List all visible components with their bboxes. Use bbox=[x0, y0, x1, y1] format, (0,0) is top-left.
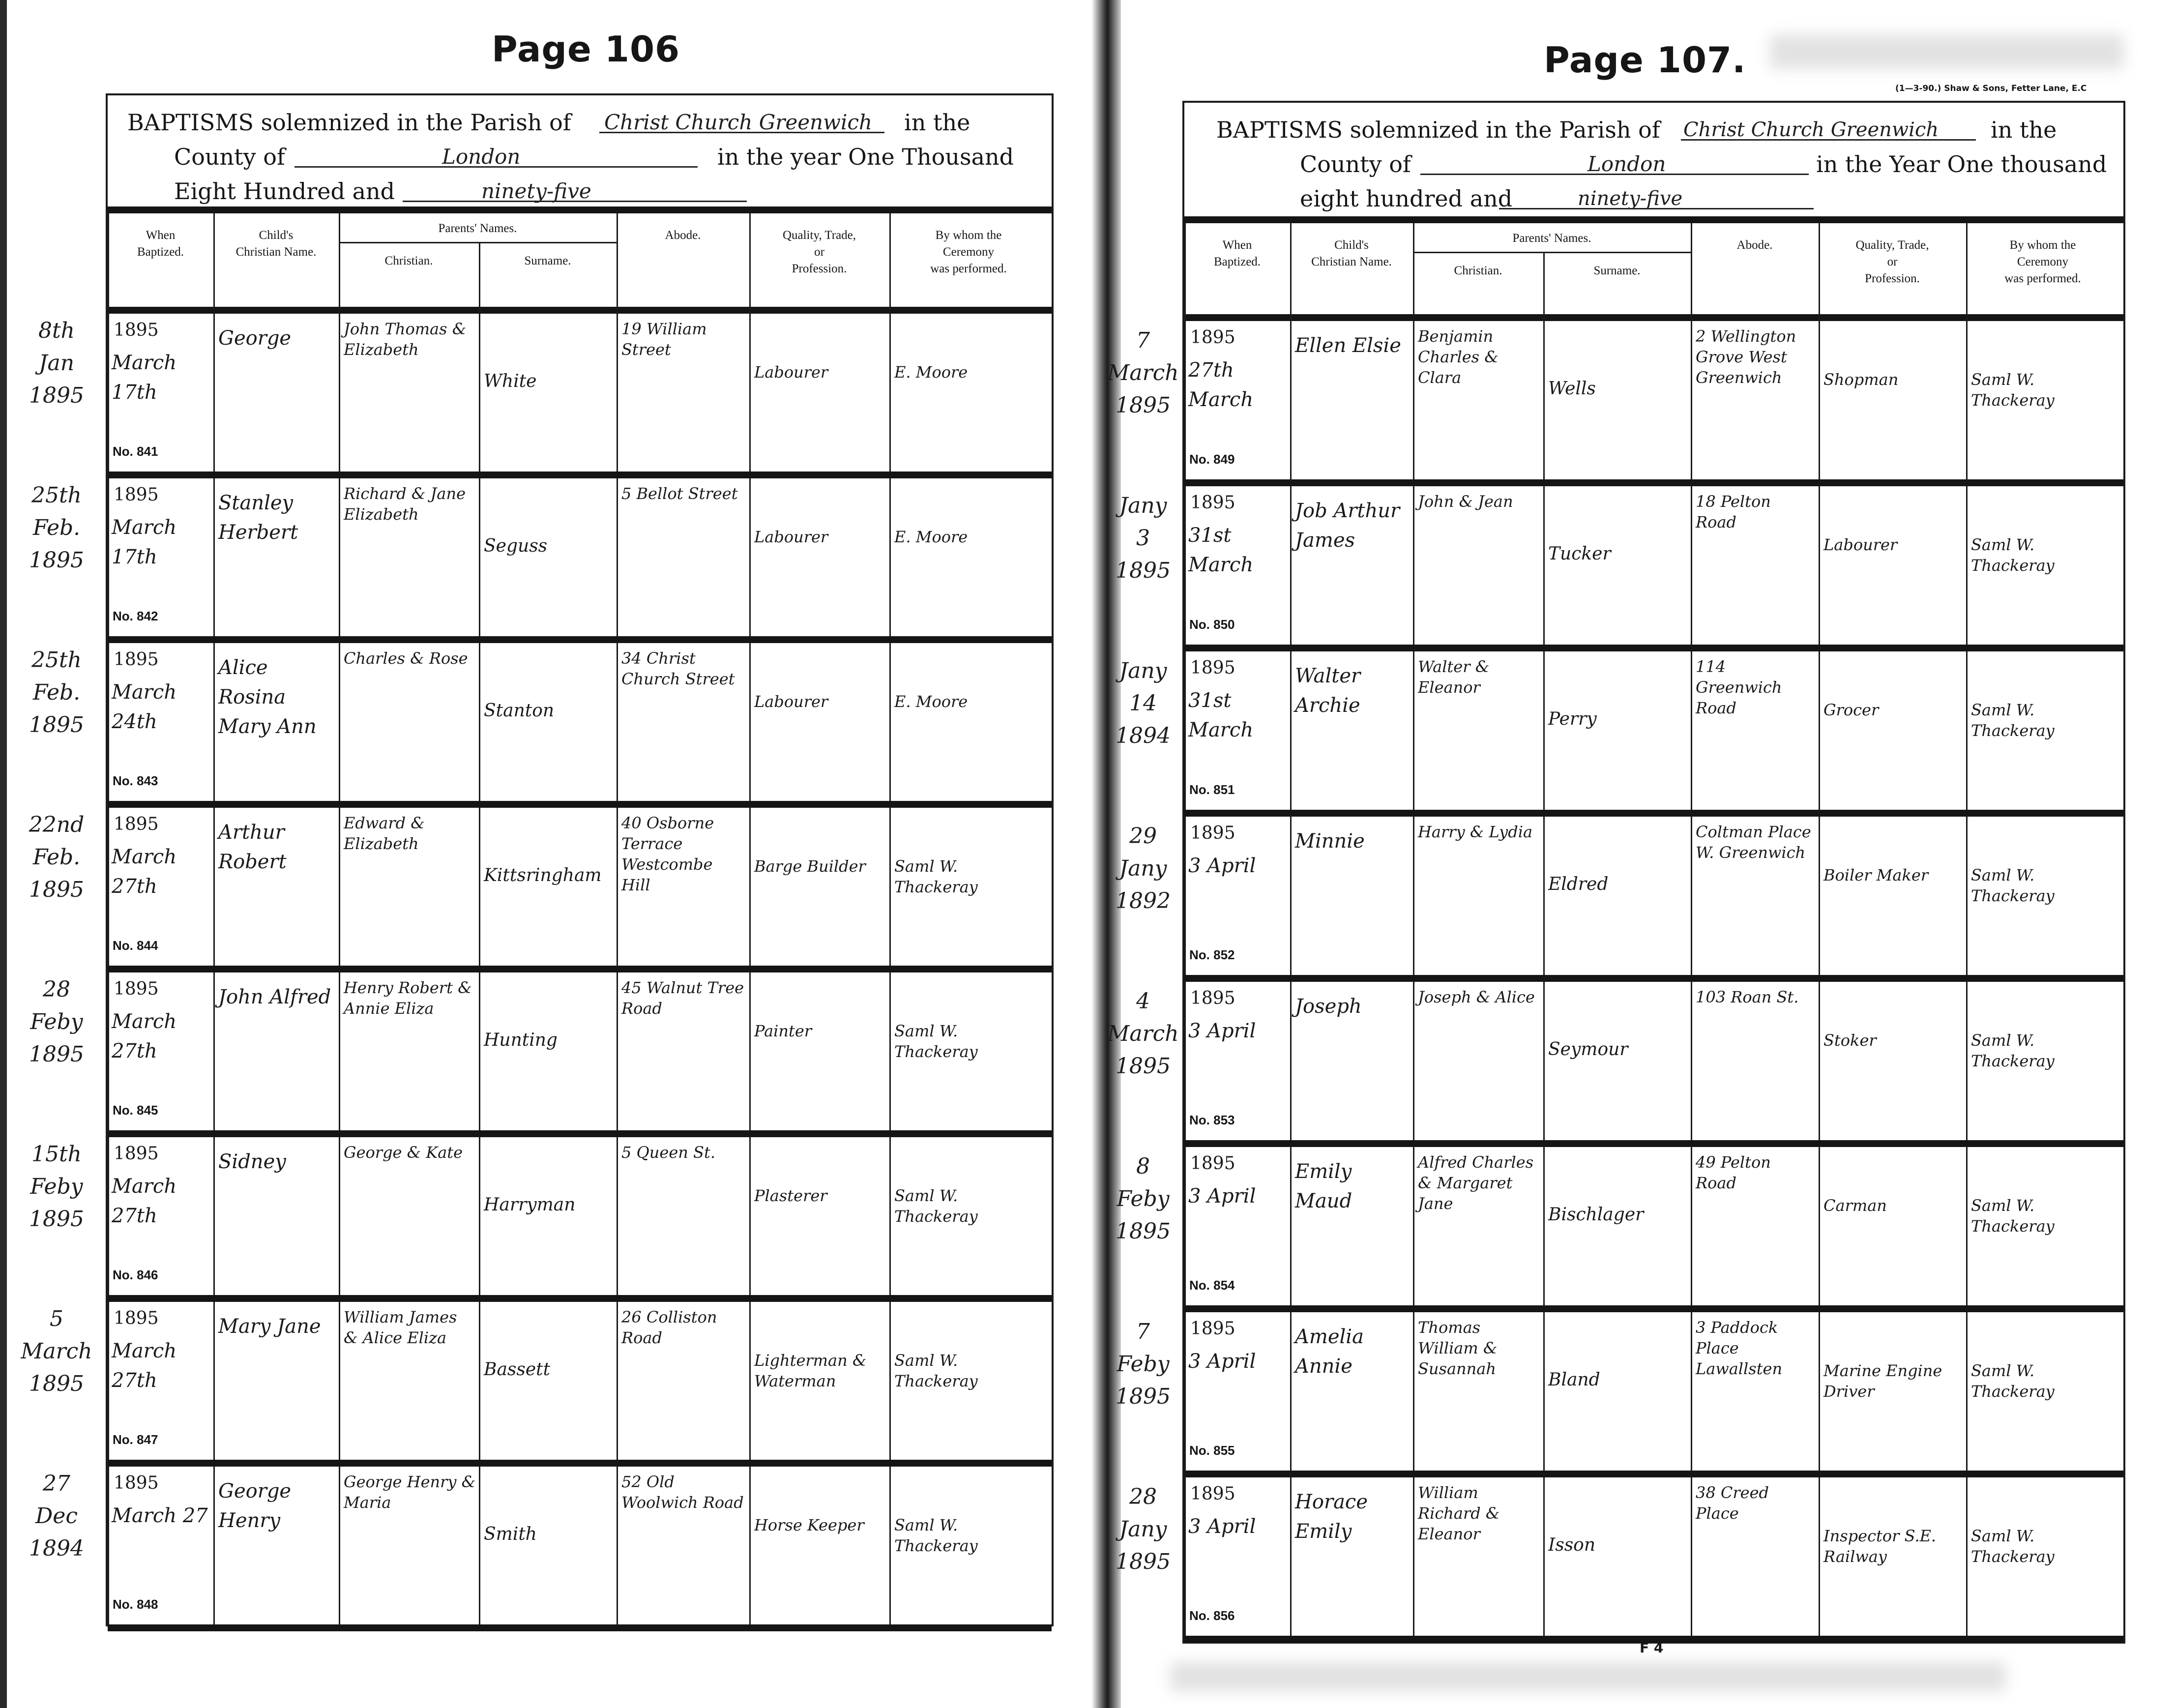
surname: Bischlager bbox=[1548, 1205, 1644, 1225]
year-words: ninety-five bbox=[481, 179, 591, 203]
table-row bbox=[1184, 486, 2119, 645]
surname: Isson bbox=[1548, 1535, 1596, 1555]
column-header-when: When Baptized. bbox=[1213, 238, 1261, 268]
header-text: in the bbox=[1991, 117, 2057, 143]
surname: Wells bbox=[1548, 379, 1596, 399]
table-row bbox=[108, 643, 1048, 801]
table-row bbox=[1184, 982, 2119, 1140]
entry-number: No. 847 bbox=[113, 1432, 158, 1447]
baptism-date: March 27 bbox=[112, 1504, 208, 1527]
table-row bbox=[1184, 1477, 2119, 1636]
trade: Lighterman & Waterman bbox=[754, 1351, 867, 1390]
baptism-year: 1895 bbox=[1190, 327, 1235, 348]
column-header-quality: Quality, Trade, or Profession. bbox=[782, 229, 856, 275]
register-page-left bbox=[106, 93, 1054, 1626]
surname: Hunting bbox=[484, 1030, 558, 1050]
baptism-year: 1895 bbox=[1190, 988, 1235, 1008]
parents-christian-names: Charles & Rose bbox=[344, 649, 468, 668]
margin-birth-date: Jany 14 1894 bbox=[1116, 658, 1171, 748]
trade: Boiler Maker bbox=[1823, 866, 1929, 884]
abode: 38 Creed Place bbox=[1696, 1483, 1769, 1523]
parents-christian-names: Thomas William & Susannah bbox=[1418, 1318, 1498, 1378]
abode: 26 Colliston Road bbox=[621, 1308, 717, 1347]
header-rule bbox=[1184, 314, 2123, 321]
baptism-year: 1895 bbox=[1190, 1319, 1235, 1339]
officiant: Saml W. Thackeray bbox=[1971, 1196, 2055, 1236]
table-row bbox=[1184, 321, 2119, 479]
row-rule bbox=[1184, 810, 2123, 817]
child-name: Walter Archie bbox=[1295, 665, 1361, 717]
abode: 52 Old Woolwich Road bbox=[621, 1472, 744, 1512]
table-row bbox=[108, 314, 1048, 471]
table-row bbox=[108, 808, 1048, 966]
officiant: Saml W. Thackeray bbox=[894, 856, 978, 896]
column-header-parents: Parents' Names. bbox=[438, 222, 517, 235]
column-header-by-whom: By whom the Ceremony was performed. bbox=[2004, 238, 2081, 285]
row-rule bbox=[108, 471, 1052, 478]
abode: 49 Pelton Road bbox=[1696, 1153, 1771, 1192]
child-name: Horace Emily bbox=[1295, 1491, 1368, 1543]
surname: Bassett bbox=[484, 1359, 551, 1380]
baptism-date: 31st March bbox=[1188, 689, 1254, 741]
parents-christian-names: Edward & Elizabeth bbox=[344, 814, 425, 853]
baptism-date: March 17th bbox=[112, 516, 177, 568]
abode: 5 Bellot Street bbox=[621, 484, 738, 503]
county-name: London bbox=[442, 145, 521, 169]
parents-christian-names: Richard & Jane Elizabeth bbox=[344, 484, 466, 524]
officiant: Saml W. Thackeray bbox=[894, 1021, 978, 1061]
parents-christian-names: William Richard & Eleanor bbox=[1418, 1483, 1500, 1543]
table-row bbox=[108, 478, 1048, 636]
trade: Grocer bbox=[1823, 701, 1879, 719]
child-name: Stanley Herbert bbox=[218, 492, 298, 544]
surname: Perry bbox=[1548, 709, 1597, 729]
parents-christian-names: Alfred Charles & Margaret Jane bbox=[1418, 1153, 1534, 1213]
officiant: Saml W. Thackeray bbox=[1971, 1527, 2055, 1566]
baptism-year: 1895 bbox=[1190, 823, 1235, 843]
header-rule bbox=[1184, 216, 2123, 223]
baptism-year: 1895 bbox=[1190, 658, 1235, 678]
table-row bbox=[108, 1302, 1048, 1460]
officiant: E. Moore bbox=[894, 692, 968, 711]
parents-christian-names: Joseph & Alice bbox=[1418, 988, 1535, 1006]
trade: Labourer bbox=[754, 692, 828, 711]
baptism-year: 1895 bbox=[1190, 1153, 1235, 1174]
margin-birth-date: 4 March 1895 bbox=[1107, 989, 1179, 1079]
margin-birth-date: 27 Dec 1894 bbox=[29, 1471, 84, 1561]
abode: Coltman Place W. Greenwich bbox=[1696, 823, 1811, 862]
baptism-date: 3 April bbox=[1188, 1350, 1256, 1373]
table-row bbox=[108, 1137, 1048, 1295]
officiant: Saml W. Thackeray bbox=[894, 1351, 978, 1390]
entry-number: No. 855 bbox=[1189, 1443, 1235, 1458]
column-rule bbox=[1413, 252, 1691, 253]
margin-birth-date: 5 March 1895 bbox=[21, 1306, 92, 1396]
column-header-abode: Abode. bbox=[665, 229, 701, 242]
officiant: Saml W. Thackeray bbox=[894, 1186, 978, 1226]
baptism-year: 1895 bbox=[114, 1144, 159, 1164]
baptism-date: March 17th bbox=[112, 352, 177, 404]
margin-birth-date: 25th Feb. 1895 bbox=[29, 483, 84, 573]
table-row bbox=[1184, 817, 2119, 975]
row-rule bbox=[1184, 645, 2123, 651]
child-name: Joseph bbox=[1295, 995, 1362, 1018]
abode: 19 William Street bbox=[621, 320, 707, 359]
margin-birth-date: 15th Feby 1895 bbox=[29, 1142, 84, 1232]
child-name: Ellen Elsie bbox=[1295, 334, 1401, 357]
entry-number: No. 841 bbox=[113, 444, 158, 459]
entry-number: No. 844 bbox=[113, 938, 158, 953]
entry-number: No. 843 bbox=[113, 773, 158, 788]
page-heading-left: Page 106 bbox=[492, 29, 680, 70]
column-header-when: When Baptized. bbox=[137, 229, 184, 259]
baptism-date: March 24th bbox=[112, 681, 177, 733]
trade: Labourer bbox=[754, 362, 828, 382]
printer-imprint: (1—3-90.) Shaw & Sons, Fetter Lane, E.C bbox=[1895, 84, 2087, 93]
child-name: George Henry bbox=[218, 1480, 292, 1532]
signature-mark: F 4 bbox=[1640, 1640, 1664, 1656]
row-rule bbox=[1184, 479, 2123, 486]
abode: 34 Christ Church Street bbox=[621, 649, 735, 688]
entry-number: No. 854 bbox=[1189, 1278, 1235, 1293]
abode: 103 Roan St. bbox=[1696, 988, 1799, 1006]
surname: White bbox=[484, 371, 537, 391]
abode: 3 Paddock Place Lawallsten bbox=[1696, 1318, 1783, 1378]
officiant: Saml W. Thackeray bbox=[1971, 701, 2055, 740]
officiant: Saml W. Thackeray bbox=[1971, 535, 2055, 575]
header-text: BAPTISMS solemnized in the Parish of bbox=[127, 109, 571, 136]
baptism-year: 1895 bbox=[114, 814, 159, 834]
table-row bbox=[1184, 1147, 2119, 1305]
baptism-date: 31st March bbox=[1188, 524, 1254, 576]
trade: Inspector S.E. Railway bbox=[1823, 1527, 1937, 1566]
row-rule bbox=[1184, 1471, 2123, 1477]
parents-christian-names: Walter & Eleanor bbox=[1418, 657, 1490, 697]
parents-christian-names: Henry Robert & Annie Eliza bbox=[344, 978, 472, 1018]
trade: Shopman bbox=[1823, 370, 1899, 389]
baptism-date: 27th March bbox=[1188, 359, 1254, 411]
child-name: Mary Jane bbox=[218, 1315, 321, 1338]
margin-birth-date: 7 March 1895 bbox=[1107, 328, 1179, 418]
entry-number: No. 842 bbox=[113, 609, 158, 623]
row-rule bbox=[108, 801, 1052, 808]
header-text: in the bbox=[904, 109, 970, 136]
surname: Stanton bbox=[484, 700, 555, 721]
officiant: E. Moore bbox=[894, 527, 968, 546]
surname: Seymour bbox=[1548, 1039, 1628, 1060]
baptism-date: 3 April bbox=[1188, 854, 1256, 877]
table-row bbox=[1184, 651, 2119, 810]
abode: 45 Walnut Tree Road bbox=[621, 978, 744, 1018]
margin-birth-date: 28 Jany 1895 bbox=[1116, 1484, 1171, 1574]
abode: 2 Wellington Grove West Greenwich bbox=[1696, 327, 1796, 387]
baptism-year: 1895 bbox=[114, 1473, 159, 1493]
abode: 40 Osborne Terrace Westcombe Hill bbox=[621, 814, 714, 894]
surname: Eldred bbox=[1548, 874, 1609, 894]
scan-smudge bbox=[1770, 34, 2124, 69]
scan-edge bbox=[0, 0, 7, 1708]
officiant: Saml W. Thackeray bbox=[1971, 1361, 2055, 1401]
trade: Marine Engine Driver bbox=[1823, 1361, 1942, 1401]
column-header-child: Child's Christian Name. bbox=[1311, 238, 1392, 268]
baptism-date: March 27th bbox=[112, 1010, 177, 1062]
parish-name: Christ Church Greenwich bbox=[604, 110, 873, 134]
abode: 114 Greenwich Road bbox=[1696, 657, 1782, 717]
margin-birth-date: 8 Feby 1895 bbox=[1116, 1154, 1171, 1244]
column-header-christian: Christian. bbox=[384, 254, 433, 267]
trade: Labourer bbox=[1823, 535, 1898, 554]
baptism-year: 1895 bbox=[114, 320, 159, 340]
row-rule bbox=[1184, 1140, 2123, 1147]
row-rule bbox=[1184, 1305, 2123, 1312]
baptism-year: 1895 bbox=[1190, 1484, 1235, 1504]
baptism-year: 1895 bbox=[1190, 493, 1235, 513]
surname: Bland bbox=[1548, 1370, 1600, 1390]
row-rule bbox=[108, 1130, 1052, 1137]
margin-birth-date: 25th Feb. 1895 bbox=[29, 648, 84, 737]
trade: Barge Builder bbox=[754, 856, 866, 876]
column-header-child: Child's Christian Name. bbox=[235, 229, 317, 259]
table-row bbox=[108, 972, 1048, 1130]
column-header-abode: Abode. bbox=[1736, 238, 1773, 252]
column-header-christian: Christian. bbox=[1454, 264, 1502, 277]
surname: Harryman bbox=[484, 1194, 576, 1215]
entry-number: No. 853 bbox=[1189, 1113, 1235, 1127]
column-rule bbox=[339, 242, 617, 243]
header-text: County of bbox=[174, 144, 285, 170]
surname: Tucker bbox=[1548, 544, 1611, 564]
surname: Kittsringham bbox=[484, 865, 602, 885]
parents-christian-names: Harry & Lydia bbox=[1418, 823, 1533, 841]
header-text: BAPTISMS solemnized in the Parish of bbox=[1216, 117, 1660, 143]
parents-christian-names: John Thomas & Elizabeth bbox=[344, 320, 467, 359]
margin-birth-date: 28 Feby 1895 bbox=[29, 977, 84, 1067]
page-header-right bbox=[1204, 113, 2114, 216]
officiant: Saml W. Thackeray bbox=[894, 1515, 978, 1555]
parents-christian-names: William James & Alice Eliza bbox=[344, 1308, 457, 1347]
officiant: E. Moore bbox=[894, 362, 968, 382]
baptism-date: 3 April bbox=[1188, 1515, 1256, 1538]
header-rule bbox=[108, 206, 1052, 213]
entry-number: No. 856 bbox=[1189, 1608, 1235, 1623]
surname: Smith bbox=[484, 1524, 537, 1544]
parents-christian-names: Benjamin Charles & Clara bbox=[1418, 327, 1499, 387]
row-rule bbox=[108, 1295, 1052, 1302]
baptism-year: 1895 bbox=[114, 485, 159, 505]
parents-christian-names: George Henry & Maria bbox=[344, 1472, 476, 1512]
margin-birth-date: Jany 3 1895 bbox=[1116, 493, 1171, 583]
parents-christian-names: George & Kate bbox=[344, 1143, 463, 1162]
entry-number: No. 852 bbox=[1189, 947, 1235, 962]
child-name: Sidney bbox=[218, 1150, 286, 1173]
child-name: Amelia Annie bbox=[1295, 1325, 1364, 1378]
scan-smudge bbox=[1170, 1662, 2006, 1691]
trade: Horse Keeper bbox=[754, 1515, 864, 1534]
child-name: Arthur Robert bbox=[218, 821, 287, 873]
margin-birth-date: 7 Feby 1895 bbox=[1116, 1319, 1171, 1409]
column-header-by-whom: By whom the Ceremony was performed. bbox=[930, 229, 1007, 275]
entry-number: No. 845 bbox=[113, 1103, 158, 1118]
column-header-quality: Quality, Trade, or Profession. bbox=[1855, 238, 1929, 285]
child-name: Minnie bbox=[1295, 830, 1365, 853]
trade: Labourer bbox=[754, 527, 828, 546]
row-rule bbox=[108, 966, 1052, 972]
trade: Carman bbox=[1823, 1196, 1887, 1215]
margin-birth-date: 8th Jan 1895 bbox=[29, 318, 84, 408]
column-header-parents: Parents' Names. bbox=[1512, 232, 1591, 245]
parish-name: Christ Church Greenwich bbox=[1683, 118, 1939, 141]
table-row bbox=[1184, 1312, 2119, 1471]
entry-number: No. 849 bbox=[1189, 452, 1235, 467]
baptism-date: 3 April bbox=[1188, 1185, 1256, 1207]
officiant: Saml W. Thackeray bbox=[1971, 1031, 2055, 1070]
baptism-date: March 27th bbox=[112, 846, 177, 898]
header-text: Eight Hundred and bbox=[174, 178, 395, 205]
baptism-date: March 27th bbox=[112, 1175, 177, 1227]
officiant: Saml W. Thackeray bbox=[1971, 370, 2055, 410]
trade: Plasterer bbox=[754, 1186, 827, 1205]
page-heading-right: Page 107. bbox=[1544, 39, 1746, 81]
trade: Painter bbox=[754, 1021, 812, 1040]
child-name: Job Arthur James bbox=[1295, 500, 1400, 552]
entry-number: No. 850 bbox=[1189, 617, 1235, 632]
entry-number: No. 846 bbox=[113, 1267, 158, 1282]
table-row bbox=[108, 1467, 1048, 1624]
entry-number: No. 851 bbox=[1189, 782, 1235, 797]
child-name: Emily Maud bbox=[1295, 1160, 1352, 1212]
child-name: John Alfred bbox=[218, 986, 331, 1008]
header-text: in the year One Thousand bbox=[717, 144, 1014, 170]
header-rule bbox=[108, 307, 1052, 314]
child-name: George bbox=[218, 327, 292, 350]
header-text: County of bbox=[1300, 151, 1411, 177]
baptism-date: 3 April bbox=[1188, 1020, 1256, 1042]
county-name: London bbox=[1587, 152, 1666, 176]
row-rule bbox=[108, 1624, 1052, 1631]
margin-birth-date: 29 Jany 1892 bbox=[1116, 824, 1171, 913]
column-header-surname: Surname. bbox=[524, 254, 571, 267]
baptism-date: March 27th bbox=[112, 1340, 177, 1392]
header-text: eight hundred and bbox=[1300, 185, 1513, 212]
year-words: ninety-five bbox=[1578, 187, 1683, 210]
baptism-year: 1895 bbox=[114, 649, 159, 670]
column-header-surname: Surname. bbox=[1593, 264, 1641, 277]
entry-number: No. 848 bbox=[113, 1597, 158, 1612]
row-rule bbox=[108, 636, 1052, 643]
page-header-left bbox=[127, 105, 1042, 208]
child-name: Alice Rosina Mary Ann bbox=[218, 656, 317, 738]
parents-christian-names: John & Jean bbox=[1418, 492, 1513, 511]
baptism-year: 1895 bbox=[114, 979, 159, 999]
abode: 18 Pelton Road bbox=[1696, 492, 1771, 531]
baptism-year: 1895 bbox=[114, 1308, 159, 1328]
abode: 5 Queen St. bbox=[621, 1143, 715, 1162]
surname: Seguss bbox=[484, 535, 548, 556]
officiant: Saml W. Thackeray bbox=[1971, 866, 2055, 905]
header-text: in the Year One thousand bbox=[1816, 151, 2107, 177]
row-rule bbox=[108, 1460, 1052, 1467]
trade: Stoker bbox=[1823, 1031, 1877, 1050]
margin-birth-date: 22nd Feb. 1895 bbox=[29, 812, 85, 902]
register-page-right bbox=[1182, 101, 2125, 1644]
row-rule bbox=[1184, 975, 2123, 982]
